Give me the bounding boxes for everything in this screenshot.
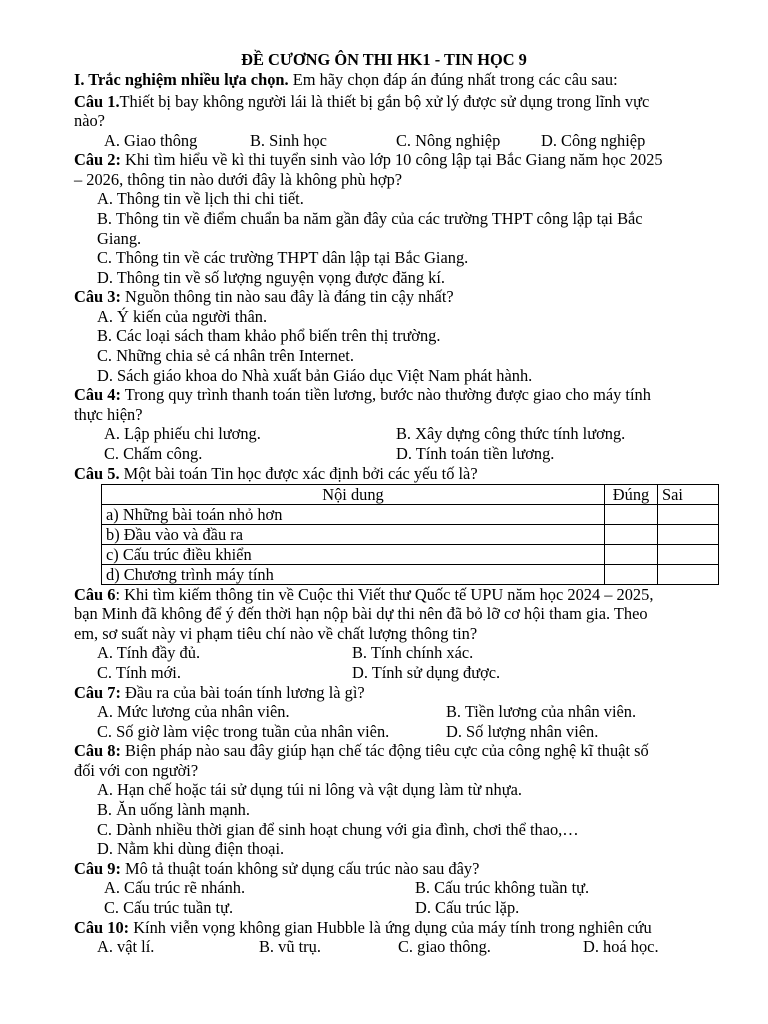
option: C. Tính mới. [97,663,181,682]
question-4 [74,385,651,405]
question-5-label: Câu 5. [74,464,120,483]
question-8 [74,741,649,761]
header-true: Đúng [605,485,658,505]
question-7-text: Đầu ra của bài toán tính lương là gì? [120,683,365,702]
row-true-cell[interactable] [605,525,658,545]
row-true-cell[interactable] [605,545,658,565]
option: A. Tính đầy đủ. [97,643,201,662]
option: B. Cấu trúc không tuần tự. [415,878,590,897]
table-row [102,525,719,545]
question-9-label: Câu 9: [74,859,121,878]
question-3-label: Câu 3: [74,287,121,306]
question-2-label: Câu 2: [74,150,121,169]
option: B. Tiền lương của nhân viên. [446,702,637,721]
table-row [102,565,719,585]
question-1-text: Thiết bị bay không người lái là thiết bị gắn bộ xử lý được sử dụng trong lĩnh vực [119,92,650,111]
option: A. Thông tin về lịch thi chi tiết. [97,189,304,208]
header-content: Nội dung [102,485,605,505]
question-10 [74,918,652,938]
option: B. Ăn uống lành mạnh. [97,800,250,819]
row-true-cell[interactable] [605,565,658,585]
option: D. Cấu trúc lặp. [415,898,520,917]
table-row [102,505,719,525]
option: C. Cấu trúc tuần tự. [104,898,234,917]
question-6-text: : Khi tìm kiếm thông tin về Cuộc thi Viết thư Quốc tế UPU năm học 2024 – 2025, [115,585,654,604]
question-5-text: Một bài toán Tin học được xác định bởi các yếu tố là? [119,464,478,483]
option: C. Số giờ làm việc trong tuần của nhân viên. [97,722,390,741]
section-1-heading: I. Trắc nghiệm nhiều lựa chọn. [74,70,289,89]
question-3-text: Nguồn thông tin nào sau đây là đáng tin cậy nhất? [120,287,454,306]
option: B. Các loại sách tham khảo phổ biến trên thị trường. [97,326,441,345]
header-false: Sai [658,485,719,505]
option: D. hoá học. [583,937,659,956]
option: A. Hạn chế hoặc tái sử dụng túi ni lông và vật dụng làm từ nhựa. [97,780,522,799]
option: C. Dành nhiều thời gian để sinh hoạt chung với gia đình, chơi thể thao,… [97,820,579,839]
option: C. Thông tin về các trường THPT dân lập tại Bắc Giang. [97,248,469,267]
question-4-text-cont: thực hiện? [74,405,143,424]
question-1 [74,92,649,112]
option: A. Lập phiếu chi lương. [104,424,261,443]
question-2-text-cont: – 2026, thông tin nào dưới đây là không phù hợp? [74,170,403,189]
question-2-text: Khi tìm hiểu về kì thi tuyển sinh vào lớp 10 công lập tại Bắc Giang năm học 2025 [120,150,663,169]
option: D. Số lượng nhân viên. [446,722,599,741]
question-5 [74,464,478,484]
question-10-label: Câu 10: [74,918,130,937]
question-9 [74,859,479,879]
option: A. Mức lương của nhân viên. [97,702,290,721]
option: C. giao thông. [398,937,491,956]
option: B. Xây dựng công thức tính lương. [396,424,626,443]
row-content: b) Đầu vào và đầu ra [102,525,605,545]
table-header-row [102,485,719,505]
row-false-cell[interactable] [658,525,719,545]
row-content: c) Cấu trúc điều khiển [102,545,605,565]
option: A. Giao thông [104,131,198,150]
question-1-label: Câu 1. [74,92,120,111]
question-3 [74,287,454,307]
row-false-cell[interactable] [658,505,719,525]
option: D. Tính toán tiền lương. [396,444,555,463]
question-7-label: Câu 7: [74,683,121,702]
option: C. Nông nghiệp [396,131,501,150]
question-8-text: Biện pháp nào sau đây giúp hạn chế tác động tiêu cực của công nghệ kĩ thuật số [120,741,649,760]
option: C. Những chia sẻ cá nhân trên Internet. [97,346,354,365]
option: A. Cấu trúc rẽ nhánh. [104,878,246,897]
row-true-cell[interactable] [605,505,658,525]
option: A. vật lí. [97,937,155,956]
option: A. Ý kiến của người thân. [97,307,268,326]
question-6 [74,585,653,605]
question-8-text-cont: đối với con người? [74,761,199,780]
option: D. Tính sử dụng được. [352,663,501,682]
question-1-text-cont: nào? [74,111,105,130]
option: D. Sách giáo khoa do Nhà xuất bản Giáo dục Việt Nam phát hành. [97,366,533,385]
option: D. Nằm khi dùng điện thoại. [97,839,285,858]
question-7 [74,683,365,703]
section-1-intro [74,70,618,90]
question-2 [74,150,663,170]
question-6-label: Câu 6 [74,585,116,604]
option: B. Thông tin về điểm chuẩn ba năm gần đây của các trường THPT công lập tại Bắc [97,209,643,228]
option-cont: Giang. [97,229,142,248]
table-row [102,545,719,565]
question-4-label: Câu 4: [74,385,121,404]
option: C. Chấm công. [104,444,203,463]
row-content: d) Chương trình máy tính [102,565,605,585]
question-5-table [101,484,719,585]
question-8-label: Câu 8: [74,741,121,760]
row-false-cell[interactable] [658,565,719,585]
option: B. Sinh học [250,131,327,150]
option: B. vũ trụ. [259,937,321,956]
option: D. Công nghiệp [541,131,646,150]
question-6-text-cont: bạn Minh đã không để ý đến thời hạn nộp bài dự thi nên đã bỏ lỡ cơ hội tham gia. Theo [74,604,648,623]
row-false-cell[interactable] [658,545,719,565]
row-content: a) Những bài toán nhỏ hơn [102,505,605,525]
document-title: ĐỀ CƯƠNG ÔN THI HK1 - TIN HỌC 9 [241,50,527,69]
question-4-text: Trong quy trình thanh toán tiền lương, bước nào thường được giao cho máy tính [120,385,651,404]
question-10-text: Kính viễn vọng không gian Hubble là ứng dụng của máy tính trong nghiên cứu [129,918,652,937]
option: B. Tính chính xác. [352,643,474,662]
question-9-text: Mô tả thuật toán không sử dụng cấu trúc nào sau đây? [120,859,480,878]
section-1-instruction: Em hãy chọn đáp án đúng nhất trong các câu sau: [288,70,618,89]
question-6-text-cont: em, sơ suất này vi phạm tiêu chí nào về chất lượng thông tin? [74,624,478,643]
option: D. Thông tin về số lượng nguyện vọng được đăng kí. [97,268,446,287]
